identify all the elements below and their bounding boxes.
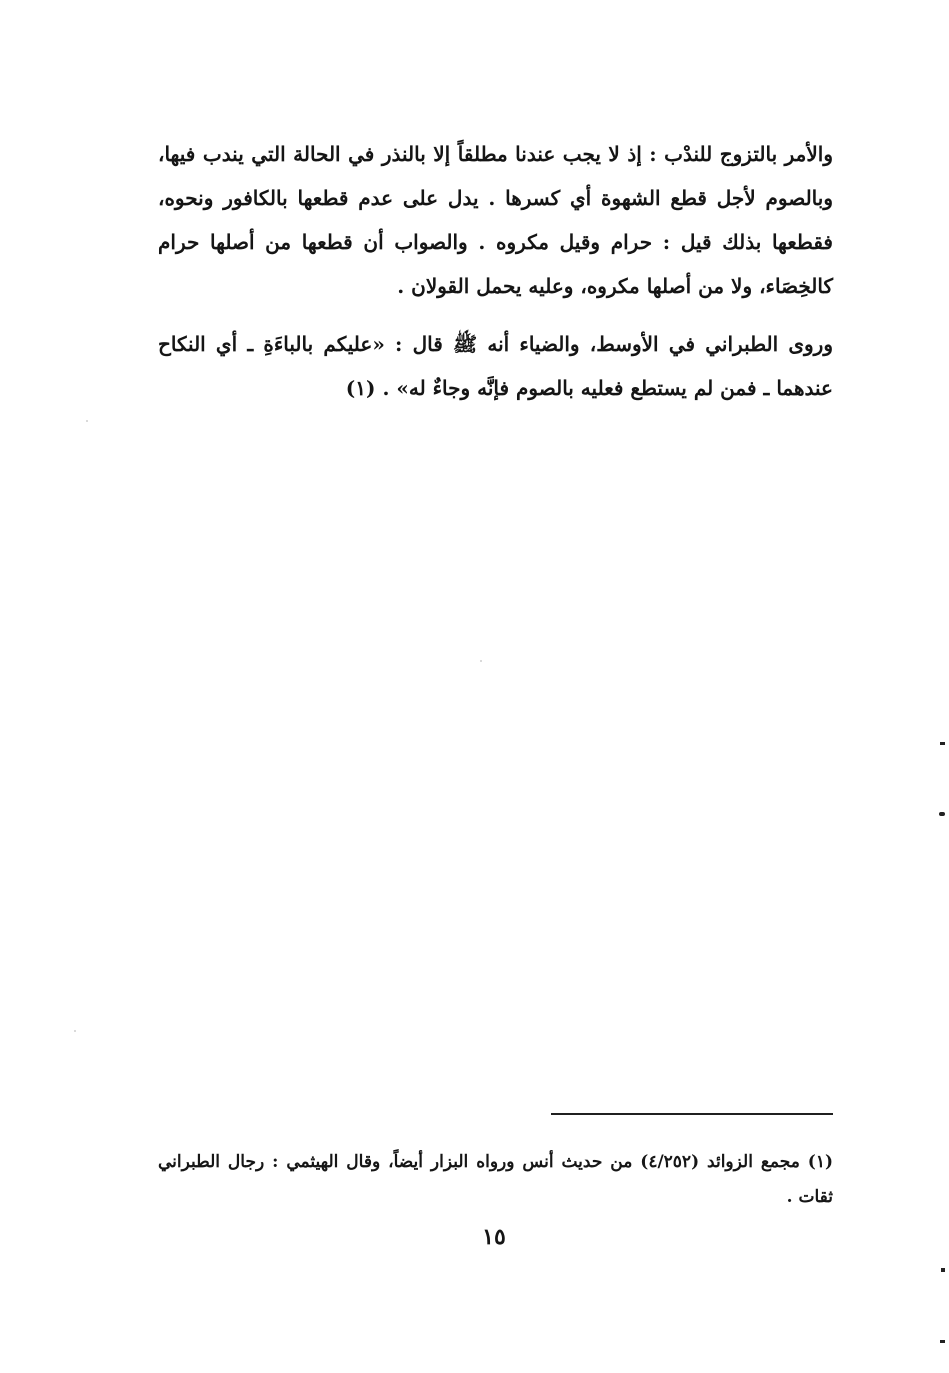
paragraph-marriage-ruling: والأمر بالتزوج للندْب : إذ لا يجب عندنا مطلقاً إلا بالنذر في الحالة التي يندب فيها، وبالصوم لأجل قطع الشهوة أي كسرها . يدل على عدم قطعها بالكافور ونحوه، فقطعها بذلك قيل : حرام وقيل مكروه . والصواب أن قطعها من أصلها حرام كالخِصَاء، ولا من أصلها مكروه، وعليه يحمل القولان . (158, 142, 833, 298)
scan-edge-mark (939, 812, 945, 816)
footnote-separator (551, 1113, 833, 1115)
footnote-block (158, 1145, 833, 1215)
footnote-1: (١) مجمع الزوائد (٤/٢٥٢) من حديث أنس ورواه البزار أيضاً، وقال الهيثمي : رجال الطبراني ثقات . (158, 1152, 834, 1207)
scan-edge-mark (941, 1268, 945, 1272)
page-number: ١٥ (482, 1224, 506, 1250)
main-text-block (158, 132, 833, 410)
scan-edge-mark (940, 742, 945, 745)
scan-speck (480, 660, 482, 662)
paragraph-hadith-tabarani: وروى الطبراني في الأوسط، والضياء أنه ﷺ قال : «عليكم بالباءَةِ ـ أي النكاح عندهما ـ فمن لم يستطع فعليه بالصوم فإنَّه وجاءٌ له» . (١) (158, 332, 834, 400)
scan-edge-mark (940, 1340, 945, 1343)
scan-speck (74, 1030, 76, 1032)
scan-speck (86, 420, 88, 422)
